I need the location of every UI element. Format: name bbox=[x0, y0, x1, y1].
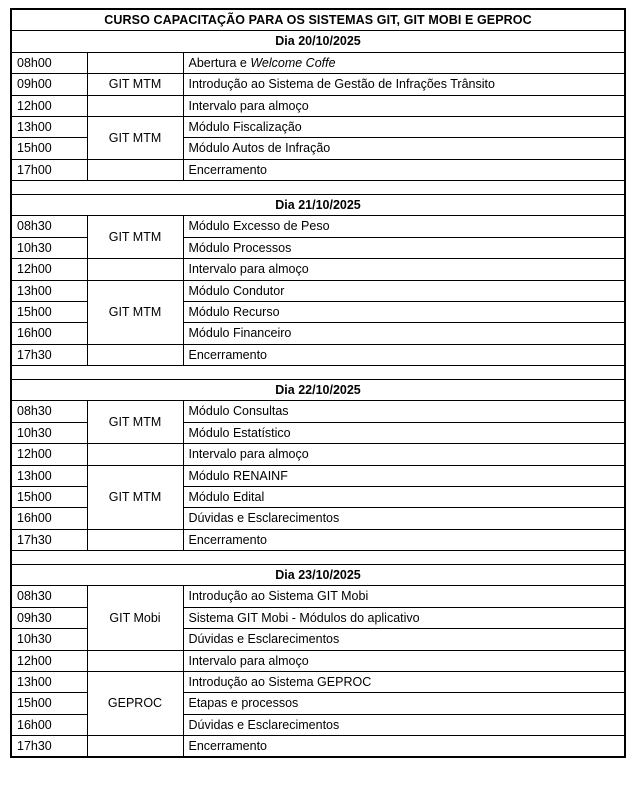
spacer-cell bbox=[11, 551, 625, 565]
row-system bbox=[87, 52, 183, 73]
row-system bbox=[87, 344, 183, 365]
row-time: 10h30 bbox=[11, 237, 87, 258]
row-time: 12h00 bbox=[11, 444, 87, 465]
section-spacer bbox=[11, 551, 625, 565]
row-description: Encerramento bbox=[183, 736, 625, 758]
row-system: GIT MTM bbox=[87, 216, 183, 259]
table-row bbox=[11, 216, 625, 237]
table-row bbox=[11, 736, 625, 758]
row-description: Introdução ao Sistema de Gestão de Infrações Trânsito bbox=[183, 74, 625, 95]
table-row bbox=[11, 74, 625, 95]
row-time: 15h00 bbox=[11, 486, 87, 507]
table-row bbox=[11, 671, 625, 692]
table-row bbox=[11, 444, 625, 465]
row-description: Intervalo para almoço bbox=[183, 650, 625, 671]
table-row bbox=[11, 259, 625, 280]
row-time: 17h30 bbox=[11, 344, 87, 365]
row-time: 13h00 bbox=[11, 280, 87, 301]
row-description: Módulo Autos de Infração bbox=[183, 138, 625, 159]
row-system: GIT MTM bbox=[87, 280, 183, 344]
row-time: 17h30 bbox=[11, 529, 87, 550]
row-system bbox=[87, 159, 183, 180]
day-header-row bbox=[11, 31, 625, 52]
row-time: 13h00 bbox=[11, 671, 87, 692]
row-description: Encerramento bbox=[183, 529, 625, 550]
row-time: 08h30 bbox=[11, 401, 87, 422]
row-description: Módulo Fiscalização bbox=[183, 116, 625, 137]
day-label: Dia 23/10/2025 bbox=[11, 565, 625, 586]
table-row bbox=[11, 159, 625, 180]
day-header-row bbox=[11, 195, 625, 216]
row-system: GIT Mobi bbox=[87, 586, 183, 650]
day-label: Dia 21/10/2025 bbox=[11, 195, 625, 216]
row-description-emphasis: Welcome Coffe bbox=[250, 55, 336, 70]
row-time: 13h00 bbox=[11, 465, 87, 486]
day-label: Dia 22/10/2025 bbox=[11, 380, 625, 401]
schedule-body bbox=[11, 9, 625, 757]
row-time: 16h00 bbox=[11, 323, 87, 344]
row-system bbox=[87, 259, 183, 280]
row-time: 10h30 bbox=[11, 629, 87, 650]
row-time: 08h00 bbox=[11, 52, 87, 73]
title-row bbox=[11, 9, 625, 31]
row-description: Encerramento bbox=[183, 344, 625, 365]
row-description: Intervalo para almoço bbox=[183, 95, 625, 116]
row-system bbox=[87, 529, 183, 550]
row-system: GIT MTM bbox=[87, 401, 183, 444]
row-description: Módulo Consultas bbox=[183, 401, 625, 422]
day-header-row bbox=[11, 565, 625, 586]
row-description: Módulo Recurso bbox=[183, 301, 625, 322]
row-description: Módulo Estatístico bbox=[183, 422, 625, 443]
course-title: CURSO CAPACITAÇÃO PARA OS SISTEMAS GIT, GIT MOBI E GEPROC bbox=[11, 9, 625, 31]
row-system: GIT MTM bbox=[87, 465, 183, 529]
table-row bbox=[11, 586, 625, 607]
table-row bbox=[11, 280, 625, 301]
course-schedule-table bbox=[10, 8, 626, 758]
row-time: 09h00 bbox=[11, 74, 87, 95]
row-time: 17h00 bbox=[11, 159, 87, 180]
row-description: Módulo Edital bbox=[183, 486, 625, 507]
row-system bbox=[87, 736, 183, 758]
section-spacer bbox=[11, 366, 625, 380]
row-time: 15h00 bbox=[11, 301, 87, 322]
row-description: Módulo Processos bbox=[183, 237, 625, 258]
row-time: 08h30 bbox=[11, 216, 87, 237]
row-time: 17h30 bbox=[11, 736, 87, 758]
table-row bbox=[11, 95, 625, 116]
row-description: Dúvidas e Esclarecimentos bbox=[183, 629, 625, 650]
table-row bbox=[11, 650, 625, 671]
row-system: GEPROC bbox=[87, 671, 183, 735]
row-description: Sistema GIT Mobi - Módulos do aplicativo bbox=[183, 607, 625, 628]
row-description: Módulo Financeiro bbox=[183, 323, 625, 344]
row-description: Introdução ao Sistema GEPROC bbox=[183, 671, 625, 692]
row-description: Dúvidas e Esclarecimentos bbox=[183, 508, 625, 529]
row-time: 10h30 bbox=[11, 422, 87, 443]
table-row bbox=[11, 465, 625, 486]
row-description-text: Abertura e bbox=[188, 55, 251, 70]
row-description: Etapas e processos bbox=[183, 693, 625, 714]
row-system bbox=[87, 444, 183, 465]
row-description: Encerramento bbox=[183, 159, 625, 180]
day-header-row bbox=[11, 380, 625, 401]
row-description: Dúvidas e Esclarecimentos bbox=[183, 714, 625, 735]
table-row bbox=[11, 52, 625, 73]
row-time: 12h00 bbox=[11, 650, 87, 671]
row-description: Introdução ao Sistema GIT Mobi bbox=[183, 586, 625, 607]
row-time: 09h30 bbox=[11, 607, 87, 628]
table-row bbox=[11, 401, 625, 422]
spacer-cell bbox=[11, 366, 625, 380]
row-system: GIT MTM bbox=[87, 116, 183, 159]
row-time: 12h00 bbox=[11, 95, 87, 116]
row-time: 12h00 bbox=[11, 259, 87, 280]
row-description bbox=[183, 52, 625, 73]
row-time: 15h00 bbox=[11, 693, 87, 714]
spacer-cell bbox=[11, 181, 625, 195]
row-description: Intervalo para almoço bbox=[183, 259, 625, 280]
row-time: 16h00 bbox=[11, 714, 87, 735]
row-description: Módulo RENAINF bbox=[183, 465, 625, 486]
row-time: 16h00 bbox=[11, 508, 87, 529]
section-spacer bbox=[11, 181, 625, 195]
row-description: Módulo Condutor bbox=[183, 280, 625, 301]
row-description: Intervalo para almoço bbox=[183, 444, 625, 465]
row-system: GIT MTM bbox=[87, 74, 183, 95]
table-row bbox=[11, 529, 625, 550]
table-row bbox=[11, 116, 625, 137]
row-system bbox=[87, 650, 183, 671]
table-row bbox=[11, 344, 625, 365]
row-time: 13h00 bbox=[11, 116, 87, 137]
row-system bbox=[87, 95, 183, 116]
day-label: Dia 20/10/2025 bbox=[11, 31, 625, 52]
row-time: 15h00 bbox=[11, 138, 87, 159]
row-description: Módulo Excesso de Peso bbox=[183, 216, 625, 237]
row-time: 08h30 bbox=[11, 586, 87, 607]
